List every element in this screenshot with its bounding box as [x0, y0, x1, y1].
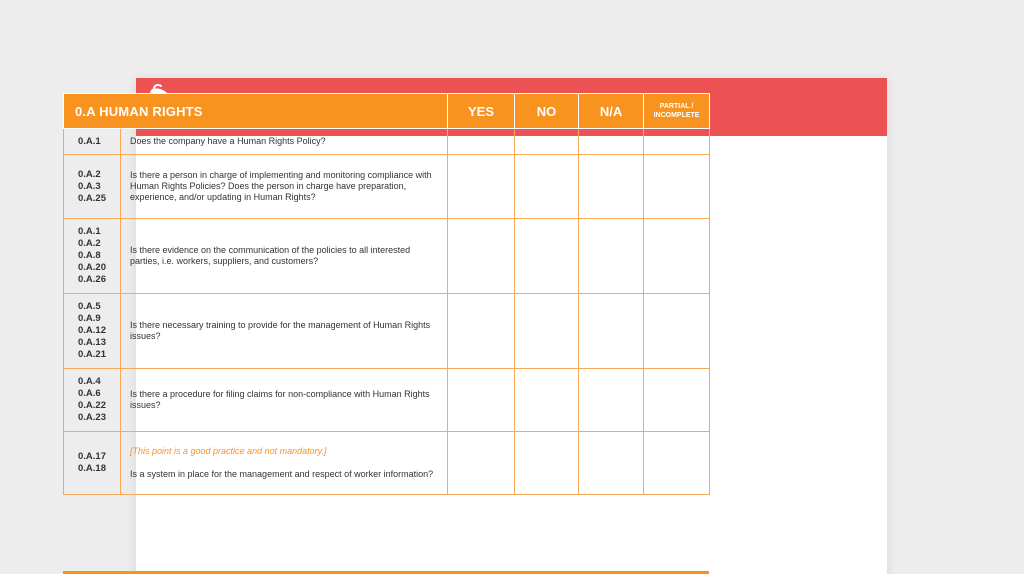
yes-cell[interactable] [448, 369, 515, 432]
column-partial: PARTIAL / INCOMPLETE [644, 94, 710, 129]
column-yes: YES [448, 94, 515, 129]
yes-cell[interactable] [448, 155, 515, 219]
table-header-row [64, 94, 710, 129]
row-codes: 0.A.1 [64, 129, 121, 155]
table-row [64, 369, 710, 432]
row-codes: 0.A.5 0.A.9 0.A.12 0.A.13 0.A.21 [64, 294, 121, 369]
row-question: Is there a person in charge of implementing and monitoring compliance with Human Rights Policies? Does the person in charge have preparation, experience, and/or updating in Human Rights? [121, 155, 448, 219]
row-question: Is there a procedure for filing claims for non-compliance with Human Rights issues? [121, 369, 448, 432]
row-codes: 0.A.17 0.A.18 [64, 432, 121, 495]
row-question: Is there evidence on the communication of the policies to all interested parties, i.e. workers, suppliers, and customers? [121, 219, 448, 294]
na-cell[interactable] [579, 129, 644, 155]
no-cell[interactable] [515, 369, 579, 432]
table-row [64, 155, 710, 219]
section-title: 0.A HUMAN RIGHTS [64, 94, 448, 129]
na-cell[interactable] [579, 294, 644, 369]
yes-cell[interactable] [448, 219, 515, 294]
yes-cell[interactable] [448, 432, 515, 495]
column-no: NO [515, 94, 579, 129]
table-row [64, 129, 710, 155]
row-question-text: Is a system in place for the management and respect of worker information? [130, 469, 434, 479]
partial-cell[interactable] [644, 369, 710, 432]
no-cell[interactable] [515, 294, 579, 369]
na-cell[interactable] [579, 369, 644, 432]
no-cell[interactable] [515, 219, 579, 294]
no-cell[interactable] [515, 432, 579, 495]
na-cell[interactable] [579, 432, 644, 495]
human-rights-checklist-table [63, 93, 710, 495]
row-codes: 0.A.4 0.A.6 0.A.22 0.A.23 [64, 369, 121, 432]
na-cell[interactable] [579, 219, 644, 294]
partial-cell[interactable] [644, 294, 710, 369]
na-cell[interactable] [579, 155, 644, 219]
table-row [64, 219, 710, 294]
table-row [64, 294, 710, 369]
partial-cell[interactable] [644, 155, 710, 219]
row-codes: 0.A.1 0.A.2 0.A.8 0.A.20 0.A.26 [64, 219, 121, 294]
no-cell[interactable] [515, 155, 579, 219]
row-question: Does the company have a Human Rights Policy? [121, 129, 448, 155]
row-codes: 0.A.2 0.A.3 0.A.25 [64, 155, 121, 219]
no-cell[interactable] [515, 129, 579, 155]
yes-cell[interactable] [448, 129, 515, 155]
table-row [64, 432, 710, 495]
yes-cell[interactable] [448, 294, 515, 369]
partial-cell[interactable] [644, 219, 710, 294]
row-question [121, 432, 448, 495]
partial-cell[interactable] [644, 129, 710, 155]
row-question: Is there necessary training to provide for the management of Human Rights issues? [121, 294, 448, 369]
partial-cell[interactable] [644, 432, 710, 495]
column-na: N/A [579, 94, 644, 129]
good-practice-note: [This point is a good practice and not mandatory.] [130, 446, 327, 456]
